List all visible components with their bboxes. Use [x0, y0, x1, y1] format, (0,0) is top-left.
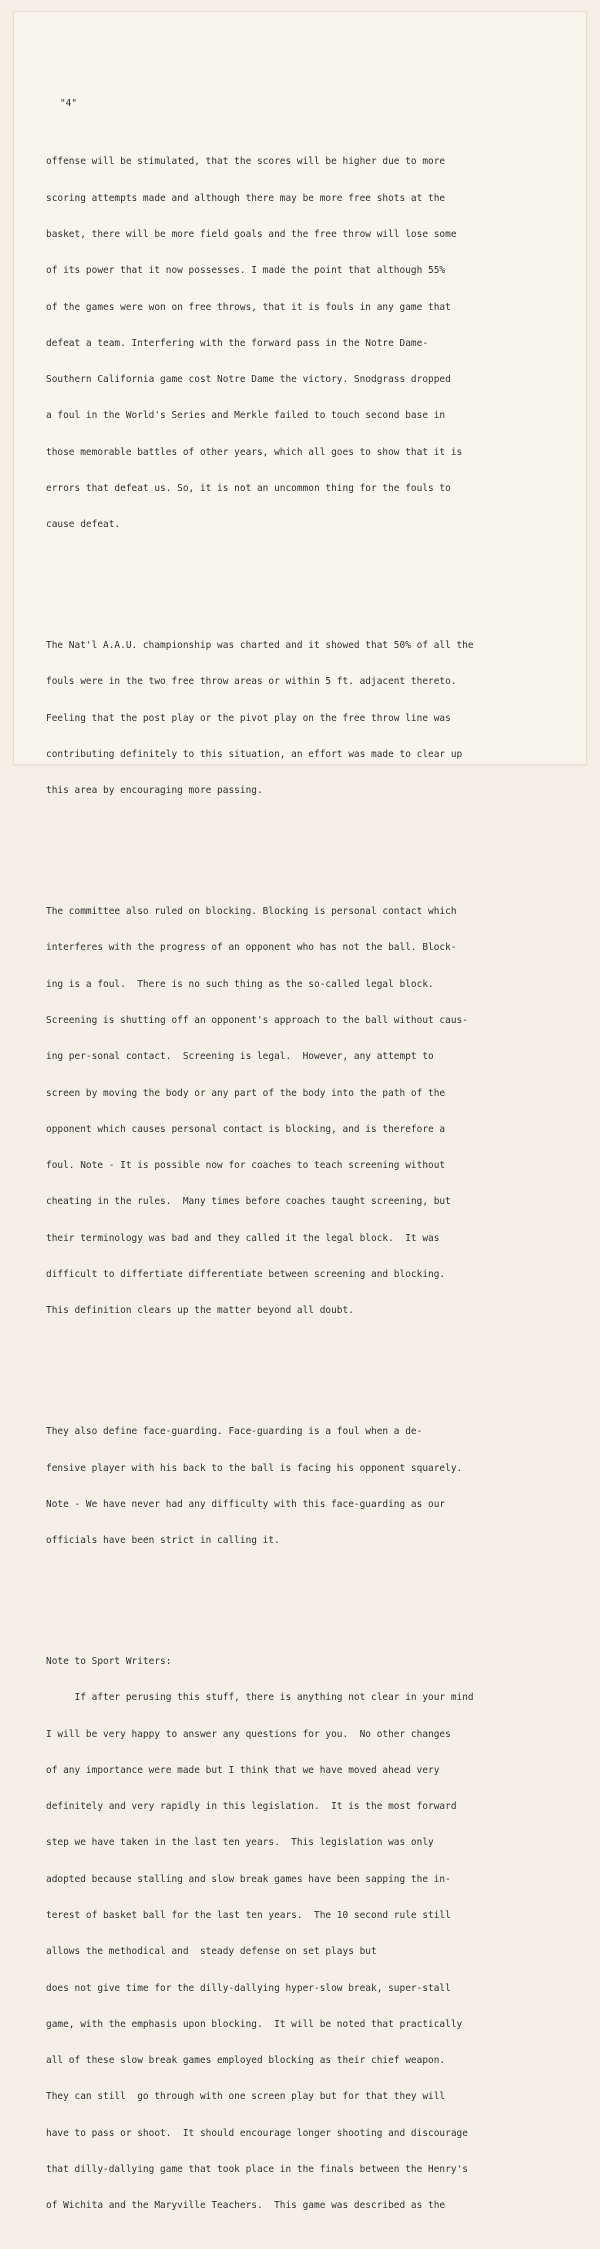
text-line: interferes with the progress of an opponent who has not the ball. Block-	[46, 942, 457, 954]
text-line: cheating in the rules. Many times before coaches taught screening, but	[46, 1196, 451, 1208]
text-line: They also define face-guarding. Face-guarding is a foul when a de-	[46, 1426, 423, 1438]
text-line: screen by moving the body or any part of the body into the path of the	[46, 1087, 446, 1099]
text-line: definitely and very rapidly in this legislation. It is the most forward	[46, 1801, 457, 1813]
text-line: of its power that it now possesses. I made the point that although 55%	[46, 265, 446, 277]
text-line: Feeling that the post play or the pivot play on the free throw line was	[46, 712, 451, 724]
text-line: This definition clears up the matter beyond all doubt.	[46, 1305, 354, 1317]
text-line: of any importance were made but I think that we have moved ahead very	[46, 1764, 440, 1776]
text-line: those memorable battles of other years, which all goes to show that it is	[46, 446, 463, 458]
text-line: Note - We have never had any difficulty with this face-guarding as our	[46, 1498, 446, 1510]
text-line: difficult to differtiate differentiate between screening and blocking.	[46, 1269, 446, 1280]
text-line: adopted because stalling and slow break games have been sapping the in-	[46, 1873, 451, 1885]
text-line: contributing definitely to this situation, an effort was made to clear up	[46, 748, 463, 760]
text-line: Screening is shutting off an opponent's approach to the ball without caus-	[46, 1015, 468, 1027]
text-line: If after perusing this stuff, there is anything not clear in your mind	[46, 1692, 474, 1704]
paragraph-blocking	[46, 882, 566, 1342]
text-line: Southern California game cost Notre Dame the victory. Snodgrass dropped	[46, 374, 451, 386]
text-line: allows the methodical and steady defense on set plays but	[46, 1946, 377, 1958]
paragraph-gap	[46, 580, 566, 592]
text-line: I will be very happy to answer any questions for you. No other changes	[46, 1728, 451, 1740]
text-line: defeat a team. Interfering with the forward pass in the Notre Dame-	[46, 337, 429, 349]
text-line: their terminology was bad and they called it the legal block. It was	[46, 1232, 440, 1244]
paragraph-gap	[46, 1596, 566, 1608]
text-line: all of these slow break games employed blocking as their chief weapon.	[46, 2055, 446, 2067]
paragraph-note-to-sport-writers	[46, 1632, 566, 2237]
text-line: that dilly-dallying game that took place in the finals between the Henry's	[46, 2163, 468, 2175]
text-line: does not give time for the dilly-dallying hyper-slow break, super-stall	[46, 1982, 451, 1994]
paragraph-fouls-defeat	[46, 132, 566, 555]
text-line: step we have taken in the last ten years. This legislation was only	[46, 1837, 434, 1849]
paragraph-aau-championship	[46, 616, 566, 822]
text-line: offense will be stimulated, that the scores will be higher due to more	[46, 156, 446, 168]
text-line: basket, there will be more field goals and the free throw will lose some	[46, 228, 457, 240]
document-body	[46, 108, 566, 2249]
text-line: ing per-sonal contact. Screening is legal. However, any attempt to	[46, 1051, 434, 1063]
text-line: Note to Sport Writers:	[46, 1656, 172, 1667]
text-line: opponent which causes personal contact is blocking, and is therefore a	[46, 1123, 446, 1135]
text-line: this area by encouraging more passing.	[46, 785, 263, 797]
text-line: fouls were in the two free throw areas or within 5 ft. adjacent thereto.	[46, 676, 457, 688]
text-line: officials have been strict in calling it.	[46, 1535, 280, 1547]
text-line: terest of basket ball for the last ten years. The 10 second rule still	[46, 1909, 451, 1921]
text-line: cause defeat.	[46, 519, 121, 531]
text-line: scoring attempts made and although there may be more free shots at the	[46, 192, 446, 204]
text-line: ing is a foul. There is no such thing as the so-called legal block.	[46, 978, 434, 990]
paragraph-gap	[46, 846, 566, 858]
text-line: of Wichita and the Maryville Teachers. This game was described as the	[46, 2200, 446, 2212]
text-line: game, with the emphasis upon blocking. It will be noted that practically	[46, 2018, 463, 2030]
page-number: "4"	[60, 98, 78, 109]
text-line: The committee also ruled on blocking. Blocking is personal contact which	[46, 906, 457, 918]
text-line: The Nat'l A.A.U. championship was charted and it showed that 50% of all the	[46, 640, 474, 652]
text-line: foul. Note - It is possible now for coaches to teach screening without	[46, 1160, 446, 1172]
text-line: have to pass or shoot. It should encourage longer shooting and discourage	[46, 2127, 468, 2139]
text-line: errors that defeat us. So, it is not an uncommon thing for the fouls to	[46, 482, 451, 494]
text-line: fensive player with his back to the ball is facing his opponent squarely.	[46, 1462, 463, 1474]
text-line: a foul in the World's Series and Merkle failed to touch second base in	[46, 410, 446, 422]
text-line: They can still go through with one screen play but for that they will	[46, 2091, 446, 2103]
text-line: of the games were won on free throws, that it is fouls in any game that	[46, 301, 451, 313]
paragraph-gap	[46, 1366, 566, 1378]
paragraph-face-guarding	[46, 1402, 566, 1571]
